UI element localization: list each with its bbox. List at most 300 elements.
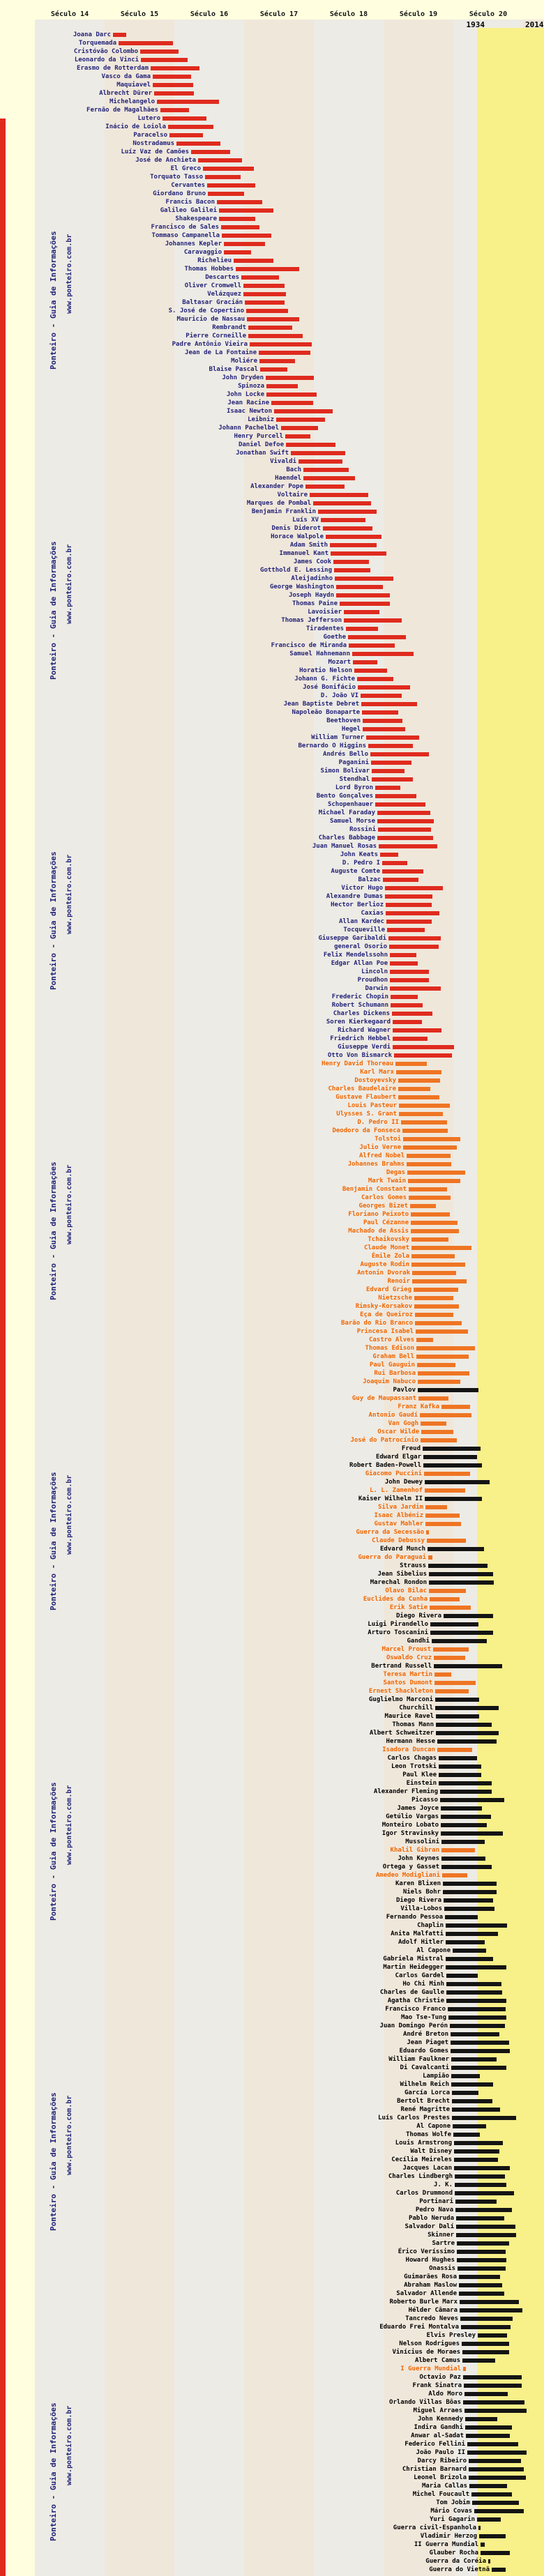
- person-name: Salvador Dalí: [405, 2223, 454, 2230]
- person-name: Maurice Ravel: [384, 1713, 434, 1720]
- person-row: [0, 2223, 544, 2231]
- person-row: [0, 650, 544, 658]
- person-name: Francisco de Miranda: [271, 642, 347, 649]
- person-name: Louis Pasteur: [347, 1102, 397, 1109]
- person-row: [0, 1687, 544, 1695]
- person-row: [0, 349, 544, 357]
- person-row: [0, 114, 544, 123]
- lifespan-bar: [441, 1840, 485, 1844]
- lifespan-bar: [349, 643, 395, 648]
- person-name: Leonardo da Vinci: [74, 56, 139, 63]
- person-name: Villa-Lobos: [400, 1905, 442, 1912]
- person-row: [0, 1946, 544, 1955]
- person-name: Walt Disney: [410, 2148, 452, 2155]
- person-row: [0, 1545, 544, 1553]
- lifespan-bar: [266, 376, 314, 380]
- lifespan-bar: [354, 669, 387, 673]
- lifespan-bar: [446, 1965, 506, 1969]
- lifespan-bar: [429, 1589, 466, 1593]
- person-row: [0, 1880, 544, 1888]
- person-name: Tom Jobim: [436, 2499, 470, 2506]
- lifespan-bar: [427, 1539, 466, 1543]
- lifespan-bar: [446, 1932, 498, 1936]
- lifespan-bar: [460, 2317, 513, 2321]
- lifespan-bar: [492, 2568, 506, 2572]
- lifespan-bar: [441, 1815, 491, 1819]
- lifespan-bar: [344, 610, 379, 614]
- person-row: [0, 407, 544, 416]
- lifespan-bar: [276, 418, 325, 422]
- person-name: Vladimir Herzog: [420, 2533, 477, 2540]
- person-row: [0, 2105, 544, 2114]
- lifespan-bar: [414, 1288, 458, 1292]
- watermark-title: Ponteiro - Guia de Informações: [49, 1161, 58, 1300]
- lifespan-bar: [425, 1497, 482, 1501]
- person-row: [0, 2013, 544, 2022]
- lifespan-bar: [219, 208, 273, 213]
- person-row: [0, 198, 544, 206]
- person-row: [0, 2089, 544, 2097]
- person-row: [0, 2323, 544, 2331]
- person-row: [0, 1888, 544, 1896]
- person-row: [0, 2398, 544, 2407]
- lifespan-bar: [363, 719, 402, 723]
- person-row: [0, 1980, 544, 1988]
- lifespan-bar: [299, 459, 342, 464]
- person-name: Eduardo Frei Montalva: [379, 2324, 459, 2331]
- person-name: Hector Berlioz: [331, 901, 384, 908]
- person-name: Johann Pachelbel: [218, 425, 279, 432]
- person-name: Charles Baudelaire: [328, 1085, 396, 1092]
- person-row: [0, 1838, 544, 1846]
- person-name: Marechal Rondon: [370, 1579, 427, 1586]
- person-name: Niels Bohr: [402, 1889, 441, 1896]
- person-name: José de Anchieta: [135, 157, 196, 164]
- person-name: Darwin: [365, 985, 388, 992]
- person-row: [0, 106, 544, 114]
- person-row: [0, 1871, 544, 1880]
- person-name: Blaise Pascal: [209, 366, 258, 373]
- person-name: II Guerra Mundial: [414, 2541, 478, 2548]
- person-row: [0, 1160, 544, 1168]
- person-row: [0, 315, 544, 323]
- person-row: [0, 2273, 544, 2281]
- person-row: [0, 1503, 544, 1511]
- person-name: Ernest Shackleton: [368, 1688, 433, 1695]
- person-name: El Greco: [170, 165, 201, 172]
- lifespan-bar: [444, 1898, 493, 1903]
- person-name: Princesa Isabel: [356, 1328, 414, 1335]
- lifespan-bar: [456, 2233, 516, 2237]
- lifespan-bar: [286, 443, 335, 447]
- lifespan-bar: [441, 1405, 470, 1409]
- person-name: Auguste Rodin: [360, 1261, 409, 1268]
- person-name: Paracelso: [133, 132, 167, 139]
- person-row: [0, 2315, 544, 2323]
- person-name: Guglielmo Marconi: [368, 1696, 433, 1703]
- lifespan-bar: [191, 150, 230, 154]
- person-name: Getúlio Vargas: [386, 1813, 439, 1820]
- person-row: [0, 549, 544, 558]
- person-name: Castro Alves: [368, 1336, 414, 1343]
- person-name: Alexandre Dumas: [326, 893, 383, 900]
- century-label: Século 16: [190, 10, 229, 18]
- lifespan-bar: [260, 367, 287, 372]
- person-name: Guerra civil-Espanhola: [393, 2524, 476, 2531]
- person-row: [0, 1796, 544, 1804]
- lifespan-bar: [446, 1957, 493, 1961]
- person-name: Michelangelo: [109, 98, 155, 105]
- person-row: [0, 917, 544, 926]
- person-name: Marques de Pombal: [246, 500, 311, 507]
- person-row: [0, 2289, 544, 2298]
- person-name: Napoleão Bonaparte: [292, 709, 360, 716]
- person-row: [0, 81, 544, 89]
- lifespan-bar: [426, 1530, 429, 1534]
- person-row: [0, 1035, 544, 1043]
- lifespan-bar: [248, 334, 303, 338]
- person-name: Freud: [401, 1445, 421, 1452]
- person-row: [0, 675, 544, 683]
- person-row: [0, 1762, 544, 1771]
- person-name: Luíz Vaz de Camões: [121, 148, 189, 155]
- lifespan-bar: [198, 158, 242, 162]
- person-name: Frederic Chopin: [331, 993, 388, 1000]
- person-name: Onassis: [429, 2265, 455, 2272]
- person-name: Guy de Maupassant: [352, 1395, 416, 1402]
- person-name: Skinner: [428, 2232, 454, 2239]
- person-name: Pavlov: [393, 1387, 416, 1394]
- lifespan-bar: [439, 1781, 492, 1785]
- person-row: [0, 139, 544, 148]
- person-row: [0, 2499, 544, 2507]
- person-name: Denis Diderot: [271, 525, 321, 532]
- lifespan-bar: [457, 2258, 506, 2262]
- lifespan-bar: [441, 1823, 487, 1827]
- lifespan-bar: [119, 41, 173, 45]
- person-name: Beethoven: [326, 717, 361, 724]
- person-row: [0, 2432, 544, 2440]
- person-row: [0, 1235, 544, 1244]
- person-row: [0, 223, 544, 231]
- lifespan-bar: [445, 1915, 478, 1919]
- person-name: Giuseppe Verdi: [338, 1044, 391, 1051]
- lifespan-bar: [250, 342, 312, 346]
- person-name: Luís Carlos Prestes: [378, 2114, 450, 2121]
- person-name: Immanuel Kant: [279, 550, 328, 557]
- lifespan-bar: [368, 744, 413, 748]
- person-row: [0, 2407, 544, 2415]
- lifespan-bar: [428, 1555, 432, 1560]
- person-name: Mark Twain: [368, 1178, 406, 1184]
- person-name: Hermann Hesse: [386, 1738, 435, 1745]
- person-row: [0, 892, 544, 901]
- person-row: [0, 1486, 544, 1495]
- lifespan-bar: [461, 2325, 511, 2329]
- lifespan-bar: [432, 1639, 487, 1643]
- lifespan-bar: [333, 560, 369, 564]
- person-row: [0, 332, 544, 340]
- lifespan-bar: [442, 1873, 467, 1877]
- person-name: Benjamin Franklin: [251, 508, 316, 515]
- person-row: [0, 2381, 544, 2390]
- person-name: Michel Foucault: [412, 2491, 469, 2498]
- lifespan-bar: [423, 1463, 482, 1468]
- person-row: [0, 39, 544, 47]
- person-name: Al Capone: [416, 2123, 451, 2130]
- person-name: Arturo Toscanini: [368, 1629, 428, 1636]
- person-name: Tolstoi: [375, 1136, 401, 1143]
- person-row: [0, 2331, 544, 2340]
- lifespan-bar: [414, 1304, 459, 1309]
- person-row: [0, 240, 544, 248]
- lifespan-bar: [440, 1790, 492, 1794]
- watermark-url: www.ponteiro.com.br: [66, 2095, 73, 2175]
- lifespan-bar: [380, 853, 398, 857]
- person-name: Franz Kafka: [398, 1403, 439, 1410]
- person-row: [0, 2348, 544, 2356]
- lifespan-bar: [393, 1020, 422, 1024]
- person-name: Orlando Villas Bôas: [389, 2399, 461, 2406]
- lifespan-bar: [455, 2183, 506, 2187]
- person-name: Octavio Paz: [419, 2374, 461, 2381]
- person-row: [0, 31, 544, 39]
- lifespan-bar: [435, 1689, 469, 1693]
- lifespan-bar: [425, 1505, 447, 1509]
- person-name: Mário Covas: [430, 2508, 472, 2515]
- lifespan-bar: [462, 2350, 509, 2354]
- person-name: Émile Zola: [371, 1253, 409, 1260]
- lifespan-bar: [477, 2517, 501, 2522]
- lifespan-bar: [303, 476, 355, 480]
- person-name: John Dryden: [222, 374, 264, 381]
- person-name: general Osorio: [334, 943, 387, 950]
- person-row: [0, 700, 544, 708]
- person-name: Sartre: [432, 2240, 455, 2247]
- person-name: Aleijadinho: [291, 575, 333, 582]
- person-row: [0, 1244, 544, 1252]
- lifespan-bar: [140, 49, 179, 54]
- lifespan-bar: [411, 1254, 455, 1258]
- person-name: Caravaggio: [183, 249, 222, 256]
- person-name: Paganini: [338, 759, 369, 766]
- lifespan-bar: [429, 1572, 493, 1576]
- person-row: [0, 600, 544, 608]
- person-row: [0, 616, 544, 625]
- person-row: [0, 2365, 544, 2373]
- lifespan-bar: [451, 2082, 493, 2087]
- person-name: John Locke: [226, 391, 264, 398]
- lifespan-bar: [451, 2049, 510, 2053]
- person-name: Deodoro da Fonseca: [332, 1127, 400, 1134]
- person-row: [0, 742, 544, 750]
- person-name: Paul Cézanne: [363, 1219, 409, 1226]
- person-name: Amedeo Modigliani: [375, 1872, 440, 1879]
- lifespan-bar: [385, 886, 443, 890]
- lifespan-bar: [439, 1773, 481, 1777]
- person-name: Oscar Wilde: [377, 1428, 419, 1435]
- lifespan-bar: [428, 1564, 488, 1568]
- person-name: Robert Schumann: [331, 1002, 388, 1009]
- person-name: Nostradamus: [133, 140, 174, 147]
- person-row: [0, 1779, 544, 1788]
- person-name: Otto Von Bismarck: [327, 1052, 392, 1059]
- lifespan-bar: [366, 736, 419, 740]
- person-name: José Bonifácio: [303, 684, 356, 691]
- lifespan-bar: [478, 2526, 481, 2530]
- lifespan-bar: [451, 2066, 506, 2070]
- lifespan-bar: [386, 903, 432, 907]
- lifespan-bar: [436, 1731, 499, 1735]
- lifespan-bar: [450, 2024, 505, 2028]
- person-row: [0, 2097, 544, 2105]
- person-row: [0, 533, 544, 541]
- person-row: [0, 399, 544, 407]
- person-row: [0, 2373, 544, 2381]
- lifespan-bar: [467, 2442, 518, 2446]
- person-row: [0, 307, 544, 315]
- person-name: Kaiser Wilhelm II: [358, 1495, 423, 1502]
- person-name: Balzac: [358, 876, 381, 883]
- person-row: [0, 1821, 544, 1829]
- person-name: Descartes: [205, 274, 239, 281]
- lifespan-bar: [221, 225, 259, 229]
- person-name: Cervantes: [171, 182, 205, 189]
- person-name: Wilhelm Reich: [400, 2081, 449, 2088]
- person-row: [0, 432, 544, 441]
- lifespan-bar: [326, 535, 381, 539]
- person-name: Andrés Bello: [322, 751, 368, 758]
- person-row: [0, 98, 544, 106]
- lifespan-bar: [418, 1396, 448, 1401]
- person-name: Vivaldi: [270, 458, 296, 465]
- person-name: Agatha Christie: [387, 1997, 444, 2004]
- person-row: [0, 1679, 544, 1687]
- person-row: [0, 181, 544, 190]
- lifespan-bar: [399, 1104, 450, 1108]
- lifespan-bar: [399, 1112, 443, 1116]
- person-row: [0, 2197, 544, 2206]
- lifespan-bar: [408, 1179, 460, 1183]
- person-name: Tiradentes: [305, 625, 344, 632]
- person-row: [0, 1654, 544, 1662]
- lifespan-bar: [446, 1974, 478, 1978]
- person-name: Graham Bell: [372, 1353, 414, 1360]
- person-row: [0, 1603, 544, 1612]
- lifespan-bar: [472, 2501, 519, 2505]
- person-row: [0, 1511, 544, 1520]
- lifespan-bar: [465, 2417, 497, 2421]
- lifespan-bar: [370, 752, 429, 756]
- lifespan-bar: [336, 593, 390, 597]
- lifespan-bar: [176, 142, 220, 146]
- lifespan-bar: [437, 1739, 497, 1744]
- lifespan-bar: [415, 1313, 453, 1317]
- lifespan-bar: [313, 501, 371, 505]
- watermark-url: www.ponteiro.com.br: [66, 1785, 73, 1865]
- lifespan-bar: [428, 1547, 484, 1551]
- person-name: Charles Dickens: [333, 1010, 390, 1017]
- person-name: Cristóvão Colombo: [73, 48, 138, 55]
- person-row: [0, 1051, 544, 1060]
- lifespan-bar: [372, 777, 413, 782]
- lifespan-bar: [446, 1990, 502, 1995]
- person-row: [0, 2281, 544, 2289]
- person-name: Joseph Haydn: [288, 592, 334, 599]
- person-row: [0, 416, 544, 424]
- person-row: [0, 984, 544, 993]
- person-row: [0, 2147, 544, 2156]
- lifespan-bar: [435, 1681, 476, 1685]
- lifespan-bar: [234, 259, 273, 263]
- person-row: [0, 1118, 544, 1127]
- lifespan-bar: [443, 1882, 497, 1886]
- person-name: Spinoza: [238, 383, 264, 390]
- person-name: Richelieu: [197, 257, 232, 264]
- lifespan-bar: [236, 267, 299, 271]
- lifespan-bar: [243, 292, 286, 296]
- person-row: [0, 1737, 544, 1746]
- lifespan-bar: [310, 493, 368, 497]
- lifespan-bar: [411, 1229, 459, 1233]
- person-row: [0, 357, 544, 365]
- lifespan-bar: [163, 116, 206, 121]
- lifespan-bar: [417, 1363, 455, 1367]
- lifespan-bar: [411, 1263, 465, 1267]
- lifespan-bar: [375, 794, 416, 798]
- person-row: [0, 692, 544, 700]
- person-row: [0, 1813, 544, 1821]
- lifespan-bar: [160, 108, 189, 112]
- lifespan-bar: [465, 2425, 512, 2430]
- person-row: [0, 1369, 544, 1378]
- lifespan-bar: [379, 844, 437, 848]
- lifespan-bar: [398, 1087, 430, 1091]
- person-row: [0, 1269, 544, 1277]
- person-row: [0, 2256, 544, 2264]
- person-name: Anwar al-Sadat: [411, 2432, 464, 2439]
- lifespan-bar: [407, 1171, 465, 1175]
- person-name: Hélder Câmara: [408, 2307, 458, 2314]
- person-row: [0, 1854, 544, 1863]
- person-row: [0, 1302, 544, 1311]
- person-name: Federico Fellini: [405, 2441, 465, 2448]
- person-row: [0, 859, 544, 867]
- person-name: Edvard Grieg: [365, 1286, 411, 1293]
- lifespan-bar: [353, 660, 377, 664]
- lifespan-bar: [434, 1656, 465, 1660]
- lifespan-bar: [435, 1706, 499, 1710]
- lifespan-bar: [420, 1413, 471, 1417]
- lifespan-bar: [421, 1438, 457, 1442]
- person-name: Giacomo Puccini: [365, 1470, 422, 1477]
- person-row: [0, 1972, 544, 1980]
- lifespan-bar: [403, 1145, 457, 1150]
- person-row: [0, 2356, 544, 2365]
- lifespan-bar: [415, 1321, 462, 1325]
- person-name: S. José de Copertino: [168, 307, 244, 314]
- person-row: [0, 265, 544, 273]
- person-row: [0, 842, 544, 851]
- lifespan-bar: [219, 217, 255, 221]
- person-name: Albrecht Dürer: [99, 90, 152, 97]
- person-name: Louis Armstrong: [395, 2140, 452, 2147]
- lifespan-bar: [453, 1949, 486, 1953]
- person-row: [0, 231, 544, 240]
- person-name: Friedrich Hebbel: [330, 1035, 391, 1042]
- person-name: Degas: [386, 1169, 405, 1176]
- watermark-title: Ponteiro - Guia de Informações: [49, 541, 58, 680]
